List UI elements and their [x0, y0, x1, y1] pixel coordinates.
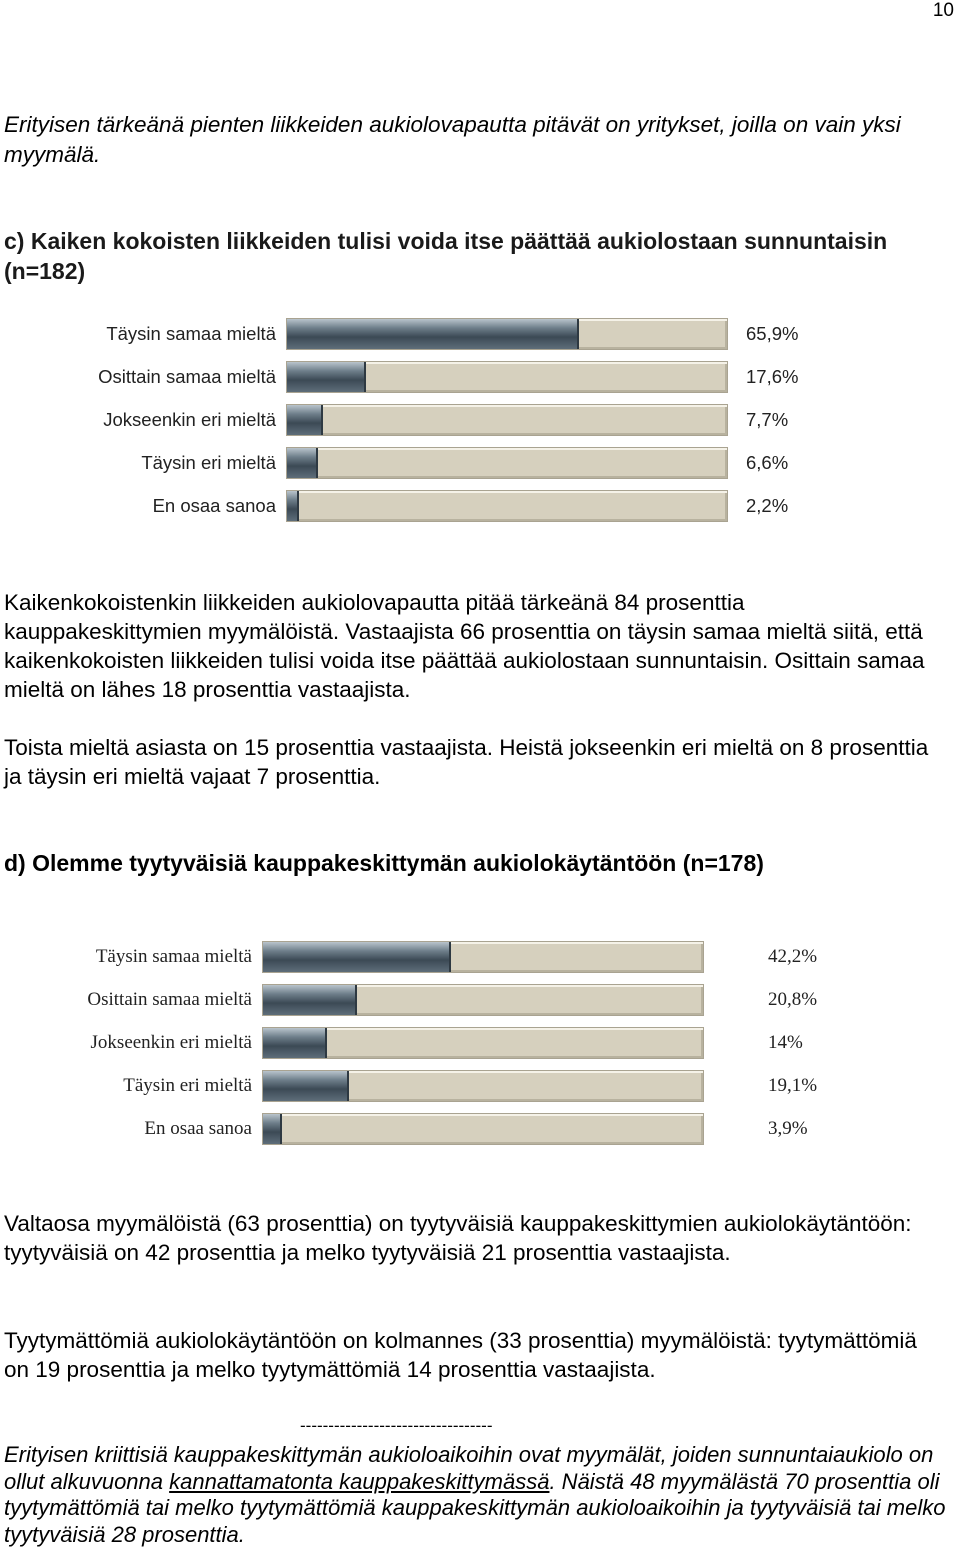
bar-track [262, 1113, 704, 1145]
bar-value-label: 6,6% [746, 452, 789, 473]
bar-track [262, 984, 704, 1016]
chart-row [0, 982, 960, 1018]
bar-category-label: Täysin samaa mieltä [95, 946, 252, 967]
bar-value-label: 3,9% [768, 1118, 808, 1139]
bar-track [286, 361, 728, 393]
bar-track [262, 941, 704, 973]
bar-fill [287, 448, 318, 478]
bar-value-label: 19,1% [768, 1075, 818, 1096]
bar-category-label: En osaa sanoa [144, 1118, 252, 1139]
bar-value-label: 65,9% [746, 323, 799, 344]
bar-value-label: 20,8% [768, 989, 818, 1010]
section-c-heading: c) Kaiken kokoisten liikkeiden tulisi voida itse päättää aukiolostaan sunnuntaisin (n=182) [4, 228, 888, 284]
bar-track [262, 1027, 704, 1059]
bar-track [286, 447, 728, 479]
bar-track [286, 490, 728, 522]
paragraph-d1: Valtaosa myymälöistä (63 prosenttia) on tyytyväisiä kauppakeskittymien aukiolokäytäntöön: tyytyväisiä on 42 prosenttia ja melko tyytyväisiä 21 prosenttia vastaajista. [4, 1211, 912, 1265]
bar-fill [287, 405, 323, 435]
bar-value-label: 42,2% [768, 946, 818, 967]
bar-value-label: 17,6% [746, 366, 799, 387]
bar-track [262, 1070, 704, 1102]
bar-category-label: Jokseenkin eri mieltä [90, 1032, 252, 1053]
closing-note [4, 1442, 954, 1548]
divider-line: ---------------------------------- [300, 1416, 493, 1435]
bar-category-label: Täysin eri mieltä [141, 452, 276, 473]
bar-fill [287, 319, 579, 349]
chart-row [0, 445, 960, 481]
closing-text-1: Erityisen kriittisiä kauppakeskittymän aukioloaikoihin ovat myymälät, joiden sunnuntaiaukiolo on ollut alkuvuonna [4, 1442, 934, 1494]
bar-category-label: Osittain samaa mieltä [87, 989, 252, 1010]
bar-value-label: 14% [768, 1032, 803, 1053]
bar-fill [263, 942, 451, 972]
bar-category-label: Täysin samaa mieltä [106, 323, 276, 344]
bar-track [286, 318, 728, 350]
chart-row [0, 402, 960, 438]
bar-value-label: 2,2% [746, 495, 789, 516]
closing-text-2: . Näistä 48 myymälästä 70 prosenttia oli tyytymättömiä tai melko tyytymättömiä kauppakeskittymän aukioloaikoihin ja tyytyväisiä tai melko tyytyväisiä 28 prosenttia. [4, 1468, 946, 1547]
bar-category-label: Jokseenkin eri mieltä [103, 409, 276, 430]
chart-row [0, 316, 960, 352]
chart-row [0, 359, 960, 395]
paragraph-d2: Tyytymättömiä aukiolokäytäntöön on kolmannes (33 prosenttia) myymälöistä: tyytymättömiä on 19 prosenttia ja melko tyytymättömiä 14 prosenttia vastaajista. [4, 1328, 917, 1382]
bar-fill [263, 1114, 282, 1144]
chart-row [0, 488, 960, 524]
page-number: 10 [932, 0, 954, 21]
bar-value-label: 7,7% [746, 409, 789, 430]
bar-track [286, 404, 728, 436]
paragraph-c1: Kaikenkokoistenkin liikkeiden aukiolovapautta pitää tärkeänä 84 prosenttia kauppakeskittymien myymälöistä. Vastaajista 66 prosenttia on täysin samaa mieltä siitä, että kaikenkokoisten liikkeiden tulisi voida itse päättää aukiolostaan sunnuntaisin. Osittain samaa mieltä on lähes 18 prosenttia vastaajista. [4, 590, 925, 702]
bar-fill [287, 362, 366, 392]
bar-fill [263, 985, 357, 1015]
chart-row [0, 1068, 960, 1104]
bar-category-label: Osittain samaa mieltä [98, 366, 276, 387]
bar-fill [263, 1028, 327, 1058]
closing-underlined-text: kannattamatonta kauppakeskittymässä [169, 1468, 550, 1494]
chart-row [0, 939, 960, 975]
intro-text: Erityisen tärkeänä pienten liikkeiden aukiolovapautta pitävät on yritykset, joilla on vain yksi myymälä. [4, 112, 901, 167]
bar-fill [263, 1071, 349, 1101]
bar-fill [287, 491, 299, 521]
paragraph-c2: Toista mieltä asiasta on 15 prosenttia vastaajista. Heistä jokseenkin eri mieltä on 8 prosenttia ja täysin eri mieltä vajaat 7 prosenttia. [4, 735, 929, 789]
chart-row [0, 1025, 960, 1061]
bar-category-label: Täysin eri mieltä [123, 1075, 252, 1096]
bar-category-label: En osaa sanoa [152, 495, 276, 516]
chart-row [0, 1111, 960, 1147]
section-d-heading: d) Olemme tyytyväisiä kauppakeskittymän aukiolokäytäntöön (n=178) [4, 850, 764, 876]
